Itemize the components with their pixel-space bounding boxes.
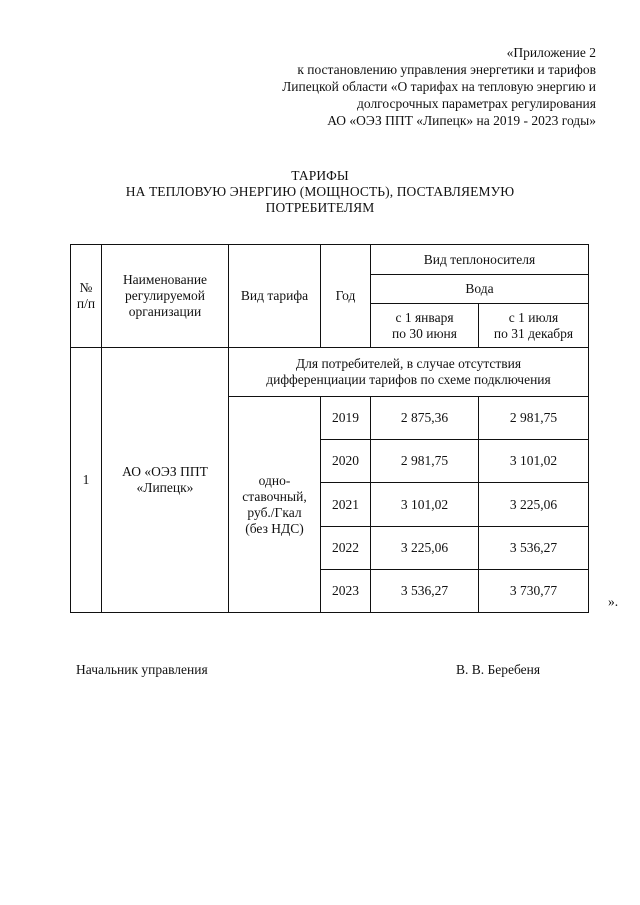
tariff-h2-cell: 3 536,27 bbox=[479, 527, 589, 570]
appendix-line: «Приложение 2 bbox=[506, 45, 596, 60]
document-title bbox=[0, 168, 640, 216]
consumer-group: Для потребителей, в случае отсутствия дифференциации тарифов по схеме подключения bbox=[229, 348, 589, 397]
header-period-2: с 1 июля по 31 декабря bbox=[479, 304, 589, 348]
year-cell: 2023 bbox=[321, 570, 371, 613]
header-tariff-type: Вид тарифа bbox=[229, 245, 321, 348]
tariff-h2-cell: 2 981,75 bbox=[479, 397, 589, 440]
header-period-1: с 1 января по 30 июня bbox=[371, 304, 479, 348]
organization-name: АО «ОЭЗ ППТ «Липецк» bbox=[102, 348, 229, 613]
header-year: Год bbox=[321, 245, 371, 348]
tariff-h1-cell: 3 101,02 bbox=[371, 483, 479, 527]
year-cell: 2020 bbox=[321, 440, 371, 483]
header-carrier: Вид теплоносителя bbox=[371, 245, 589, 275]
title-line: ТАРИФЫ bbox=[291, 168, 349, 183]
tariff-h2-cell: 3 730,77 bbox=[479, 570, 589, 613]
header-number: № п/п bbox=[71, 245, 102, 348]
appendix-header bbox=[176, 44, 596, 129]
tariff-h2-cell: 3 101,02 bbox=[479, 440, 589, 483]
appendix-line: Липецкой области «О тарифах на тепловую энергию и bbox=[282, 79, 596, 94]
signature-name: В. В. Беребеня bbox=[456, 662, 541, 677]
header-organization: Наименование регулируемой организации bbox=[102, 245, 229, 348]
year-cell: 2019 bbox=[321, 397, 371, 440]
tariff-table bbox=[70, 244, 589, 613]
title-line: НА ТЕПЛОВУЮ ЭНЕРГИЮ (МОЩНОСТЬ), ПОСТАВЛЯЕМУЮ bbox=[125, 184, 515, 199]
signature-position: Начальник управления bbox=[76, 662, 208, 677]
appendix-line: долгосрочных параметрах регулирования bbox=[357, 96, 596, 111]
year-cell: 2022 bbox=[321, 527, 371, 570]
appendix-line: к постановлению управления энергетики и тарифов bbox=[297, 62, 596, 77]
tariff-h1-cell: 2 875,36 bbox=[371, 397, 479, 440]
row-number: 1 bbox=[71, 348, 102, 613]
closing-quote: ». bbox=[608, 594, 619, 609]
tariff-kind: одно- ставочный, руб./Гкал (без НДС) bbox=[229, 397, 321, 613]
appendix-line: АО «ОЭЗ ППТ «Липецк» на 2019 - 2023 годы» bbox=[327, 113, 596, 128]
year-cell: 2021 bbox=[321, 483, 371, 527]
header-water: Вода bbox=[371, 275, 589, 304]
tariff-h1-cell: 3 225,06 bbox=[371, 527, 479, 570]
tariff-h1-cell: 3 536,27 bbox=[371, 570, 479, 613]
tariff-h2-cell: 3 225,06 bbox=[479, 483, 589, 527]
tariff-h1-cell: 2 981,75 bbox=[371, 440, 479, 483]
title-line: ПОТРЕБИТЕЛЯМ bbox=[265, 200, 375, 215]
